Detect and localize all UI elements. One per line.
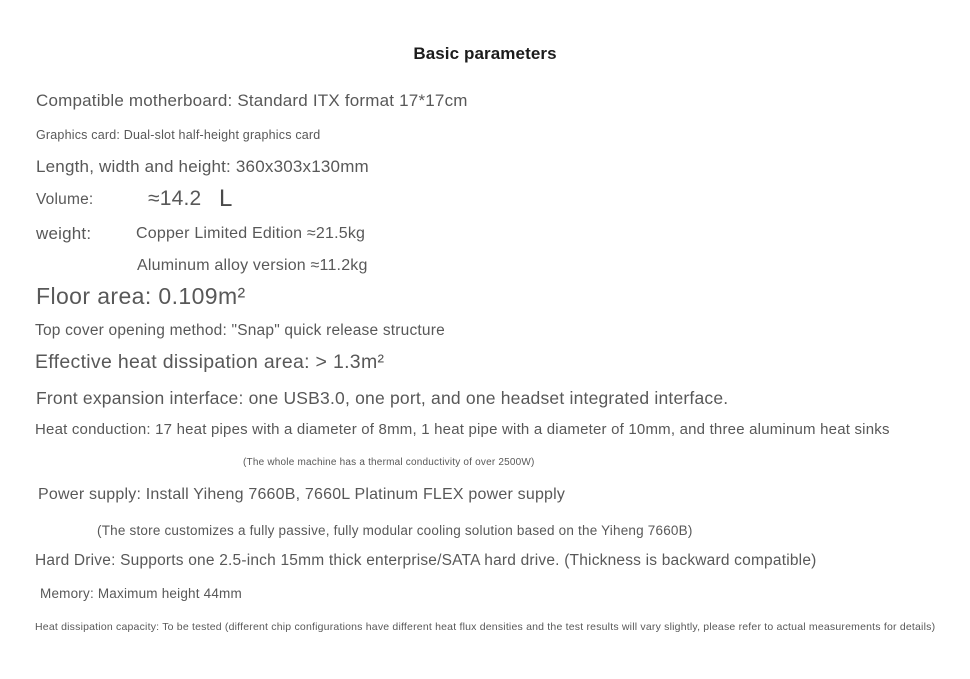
thermal-conductivity-note: (The whole machine has a thermal conductivity of over 2500W) xyxy=(243,457,535,468)
spec-dimensions: Length, width and height: 360x303x130mm xyxy=(36,157,369,176)
spec-weight-row xyxy=(0,224,970,246)
page-title: Basic parameters xyxy=(413,44,557,63)
weight-copper-value: Copper Limited Edition ≈21.5kg xyxy=(136,225,366,242)
spec-graphics-card: Graphics card: Dual-slot half-height graphics card xyxy=(36,128,321,142)
volume-unit: L xyxy=(219,185,233,212)
weight-label: weight: xyxy=(36,224,92,243)
spec-motherboard: Compatible motherboard: Standard ITX format 17*17cm xyxy=(36,91,468,110)
spec-memory: Memory: Maximum height 44mm xyxy=(40,586,242,601)
spec-floor-area: Floor area: 0.109m² xyxy=(36,283,246,309)
power-supply-note: (The store customizes a fully passive, fully modular cooling solution based on the Yiheng 7660B) xyxy=(97,523,693,538)
spec-hard-drive: Hard Drive: Supports one 2.5-inch 15mm thick enterprise/SATA hard drive. (Thickness is backward compatible) xyxy=(35,552,817,569)
volume-value: ≈14.2 xyxy=(148,187,202,210)
volume-label: Volume: xyxy=(36,191,94,208)
spec-power-supply: Power supply: Install Yiheng 7660B, 7660L Platinum FLEX power supply xyxy=(38,486,566,503)
spec-heat-conduction: Heat conduction: 17 heat pipes with a diameter of 8mm, 1 heat pipe with a diameter of 10mm, and three aluminum heat sinks xyxy=(35,421,890,438)
spec-front-interface: Front expansion interface: one USB3.0, one port, and one headset integrated interface. xyxy=(36,388,729,408)
spec-top-cover: Top cover opening method: "Snap" quick release structure xyxy=(35,322,445,339)
spec-heat-dissipation-area: Effective heat dissipation area: > 1.3m² xyxy=(35,351,385,373)
heat-capacity-note: Heat dissipation capacity: To be tested (different chip configurations have different heat flux densities and the test results will vary slightly, please refer to actual measurements for details) xyxy=(35,621,936,633)
spec-volume-row xyxy=(0,185,970,215)
weight-aluminum-value: Aluminum alloy version ≈11.2kg xyxy=(137,257,368,274)
